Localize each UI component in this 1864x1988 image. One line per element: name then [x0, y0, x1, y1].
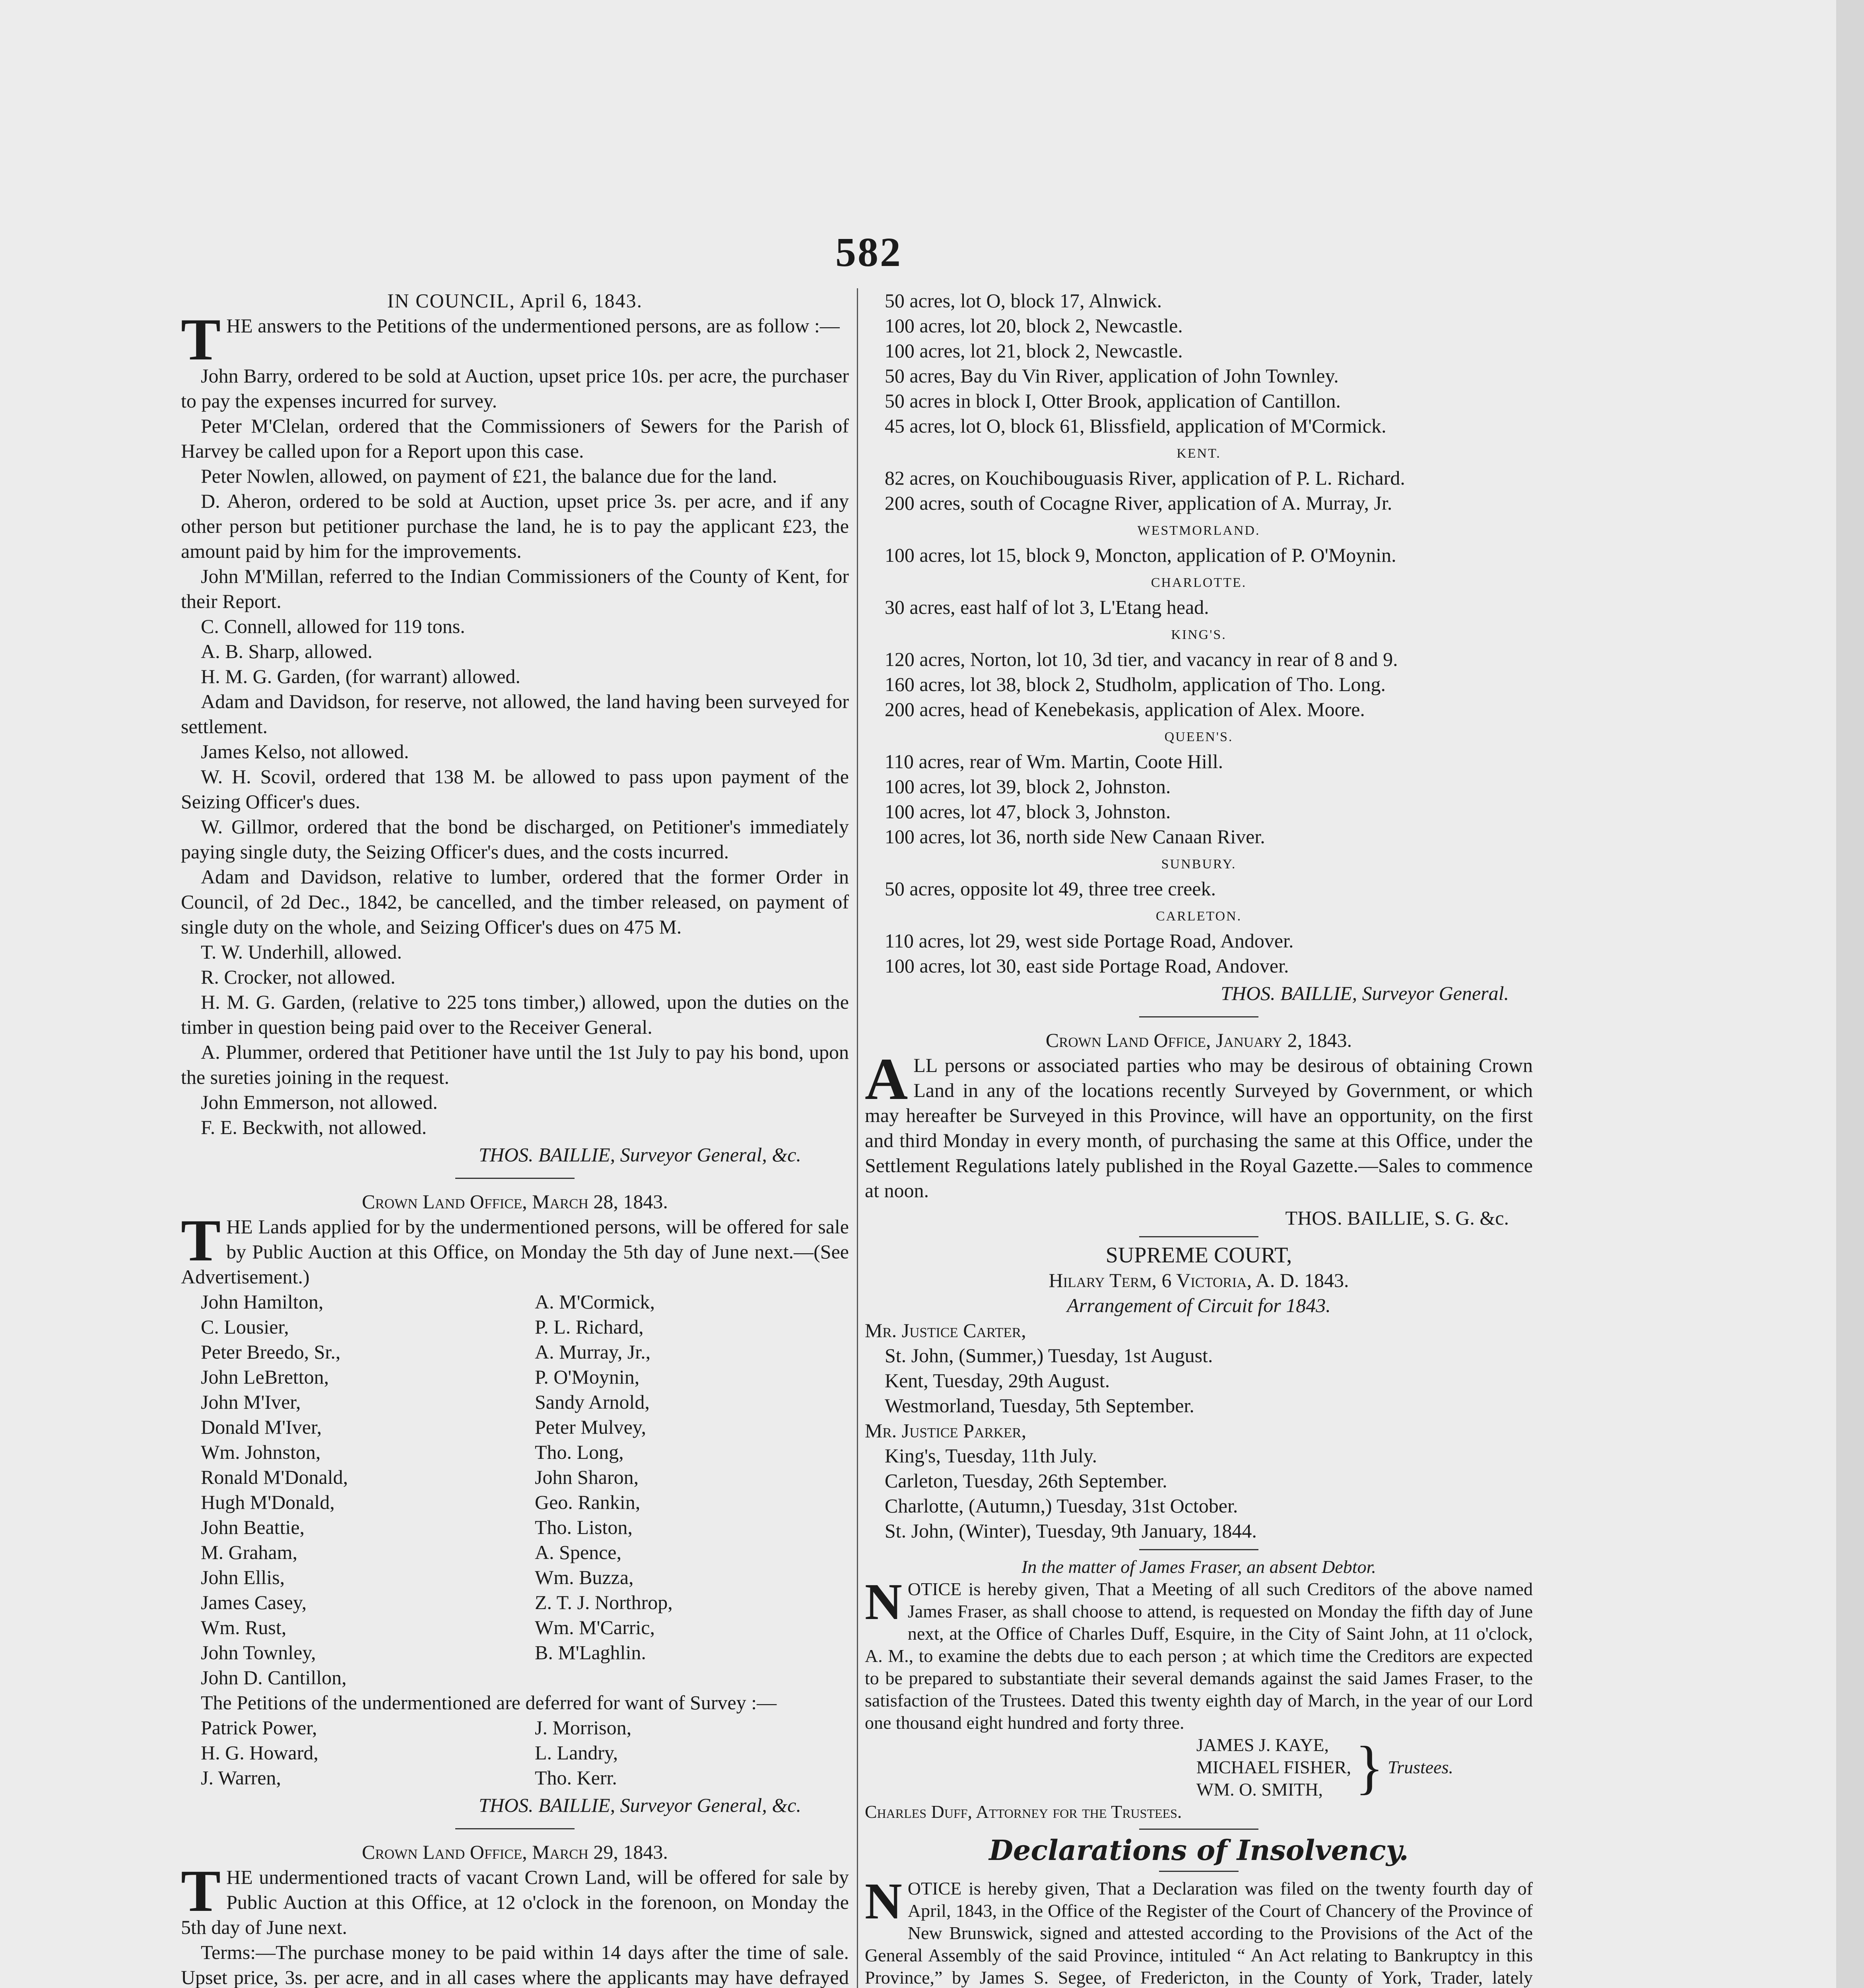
county-queens: QUEEN'S. [1164, 730, 1233, 744]
circuit-item: St. John, (Summer,) Tuesday, 1st August. [885, 1344, 1213, 1367]
march29-intro-text: HE undermentioned tracts of vacant Crown Land, will be offered for sale by Public Auction at this Office, at 12 o'clock in the forenoon, on Monday the 5th day of June next. [181, 1866, 849, 1938]
council-entry: Adam and Davidson, relative to lumber, ordered that the former Order in Council, of 2d Dec., 1842, be cancelled, and the timber released, on payment of single duty on the whole, and Seizing Officer's dues on 475 M. [181, 866, 849, 938]
land-lot: 200 acres, head of Kenebekasis, application of Alex. Moore. [885, 698, 1365, 720]
person-name: Sandy Arnold, [535, 1391, 650, 1413]
drop-cap: N [865, 1573, 902, 1631]
drop-cap: A [865, 1046, 908, 1112]
person-name: John Beattie, [201, 1516, 305, 1538]
attorney-line: Charles Duff, Attorney for the Trustees. [865, 1802, 1182, 1822]
county-sunbury: SUNBURY. [1161, 857, 1237, 872]
county-westmorland: WESTMORLAND. [1137, 523, 1260, 538]
jan2-notice-text: LL persons or associated parties who may be desirous of obtaining Crown Land in any of the locations recently Surveyed by Government, or which may hereafter be Surveyed in this Province, will have an opportunity, on the first and third Monday in every month, of purchasing the same at this Office, under the Settlement Regulations lately published in the Royal Gazette.—Sales to commence at noon. [865, 1054, 1533, 1202]
person-name: Tho. Long, [535, 1441, 624, 1463]
circuit-item: Charlotte, (Autumn,) Tuesday, 31st October. [885, 1495, 1238, 1517]
section-rule [1139, 1549, 1258, 1550]
council-intro-text: HE answers to the Petitions of the undermentioned persons, are as follow :— [226, 315, 840, 337]
council-entry: John Barry, ordered to be sold at Auction, upset price 10s. per acre, the purchaser to pay the expenses incurred for survey. [181, 365, 849, 412]
person-name: P. L. Richard, [535, 1316, 644, 1338]
person-name: John M'Iver, [201, 1391, 301, 1413]
jan2-notice [865, 1046, 1533, 1203]
drop-cap: N [865, 1873, 902, 1930]
trustees-label: Trustees. [1388, 1757, 1453, 1777]
sunbury-lots [865, 876, 1533, 901]
council-entry: James Kelso, not allowed. [201, 740, 409, 763]
jan2-heading: Crown Land Office, January 2, 1843. [1045, 1029, 1352, 1051]
kings-lots [865, 647, 1533, 722]
march28-intro [181, 1208, 849, 1289]
council-entry: A. Plummer, ordered that Petitioner have until the 1st July to pay his bond, upon the sureties joining in the request. [181, 1041, 849, 1088]
land-lot: 50 acres, opposite lot 49, three tree creek. [885, 878, 1216, 900]
land-lot: 100 acres, lot 39, block 2, Johnston. [885, 775, 1171, 798]
parker-circuit [865, 1443, 1533, 1543]
carleton-lots [865, 928, 1533, 978]
council-entries [181, 363, 849, 1140]
council-entry: F. E. Beckwith, not allowed. [201, 1116, 427, 1138]
council-entry: W. H. Scovil, ordered that 138 M. be allowed to pass upon payment of the Seizing Officer's dues. [181, 765, 849, 813]
section-rule [1139, 1016, 1258, 1017]
council-signature: THOS. BAILLIE, Surveyor General, &c. [479, 1143, 801, 1166]
person-name: H. G. Howard, [201, 1741, 318, 1764]
page-edge-shadow [1836, 0, 1864, 1988]
trustee-name: WM. O. SMITH, [1196, 1779, 1323, 1800]
carter-circuit [865, 1343, 1533, 1418]
insolvency-title: Declarations of Insolvency. [989, 1834, 1409, 1867]
justice-carter: Mr. Justice Carter, [865, 1319, 1026, 1342]
brace-glyph: } [1355, 1734, 1384, 1800]
council-entry: A. B. Sharp, allowed. [201, 640, 373, 662]
person-name: L. Landry, [535, 1741, 618, 1764]
person-name: J. Morrison, [535, 1716, 632, 1739]
court-title: SUPREME COURT, [1105, 1243, 1292, 1268]
county-kent: KENT. [1177, 446, 1221, 461]
person-name: Ronald M'Donald, [201, 1466, 348, 1488]
council-intro [181, 307, 849, 373]
march28-heading: Crown Land Office, March 28, 1843. [362, 1190, 668, 1213]
insolvency-notice [865, 1873, 1533, 1988]
person-name: Tho. Liston, [535, 1516, 633, 1538]
land-lot: 30 acres, east half of lot 3, L'Etang head. [885, 596, 1209, 618]
county-carleton: CARLETON. [1155, 909, 1242, 924]
person-name: A. Spence, [535, 1541, 621, 1563]
land-lot: 120 acres, Norton, lot 10, 3d tier, and vacancy in rear of 8 and 9. [885, 648, 1398, 670]
march28-intro-text: HE Lands applied for by the undermentioned persons, will be offered for sale by Public Auction at this Office, on Monday the 5th day of June next.—(See Advertisement.) [181, 1215, 849, 1288]
right-column [865, 288, 1533, 1988]
person-name: Geo. Rankin, [535, 1491, 641, 1513]
land-lot: 200 acres, south of Cocagne River, application of A. Murray, Jr. [885, 492, 1392, 514]
kent-lots [865, 466, 1533, 516]
person-name: Tho. Kerr. [535, 1767, 617, 1789]
council-entry: C. Connell, allowed for 119 tons. [201, 615, 465, 637]
person-name: A. Murray, Jr., [535, 1341, 651, 1363]
section-rule [1139, 1236, 1258, 1237]
circuit-item: King's, Tuesday, 11th July. [885, 1444, 1097, 1467]
insolvency-notice-text: OTICE is hereby given, That a Declaration was filed on the twenty fourth day of April, 1843, in the Office of the Register of the Court of Chancery of the Province of New Brunswick, signed and attested according to the Provisions of the Act of the General Assembly of the said Province, intituled “ An Act relating to Bankruptcy in this Province,” by James S. Segee, of Fredericton, in the County of York, Trader, lately [865, 1878, 1533, 1988]
person-name: Wm. Rust, [201, 1616, 287, 1639]
land-lot: 45 acres, lot O, block 61, Blissfield, application of M'Cormick. [885, 415, 1386, 437]
person-name: B. M'Laghlin. [535, 1641, 646, 1664]
person-name: John Sharon, [535, 1466, 639, 1488]
land-lot: 110 acres, lot 29, west side Portage Road, Andover. [885, 930, 1294, 952]
person-name: Z. T. J. Northrop, [535, 1591, 673, 1613]
council-entry: Adam and Davidson, for reserve, not allowed, the land having been surveyed for settlement. [181, 690, 849, 738]
surveyor-signature: THOS. BAILLIE, Surveyor General. [1221, 982, 1509, 1004]
deferred-names [181, 1715, 849, 1790]
trustees-block [865, 1734, 1533, 1801]
trustee-name: JAMES J. KAYE, [1196, 1735, 1329, 1755]
council-entry: Peter M'Clelan, ordered that the Commissioners of Sewers for the Parish of Harvey be called upon for a Report upon this case. [181, 415, 849, 462]
section-rule [455, 1178, 575, 1179]
person-name: John D. Cantillon, [201, 1666, 347, 1689]
land-lot: 82 acres, on Kouchibouguasis River, application of P. L. Richard. [885, 467, 1405, 489]
council-entry: H. M. G. Garden, (for warrant) allowed. [201, 665, 520, 687]
drop-cap: T [181, 1858, 221, 1924]
land-lot: 50 acres, lot O, block 17, Alnwick. [885, 289, 1162, 312]
person-name: James Casey, [201, 1591, 307, 1613]
court-term: Hilary Term, 6 Victoria, A. D. 1843. [1048, 1269, 1349, 1291]
council-heading: IN COUNCIL, April 6, 1843. [387, 289, 643, 312]
person-name: Peter Mulvey, [535, 1416, 647, 1438]
land-lot: 110 acres, rear of Wm. Martin, Coote Hill. [885, 750, 1223, 773]
person-name: John LeBretton, [201, 1366, 329, 1388]
fraser-heading: In the matter of James Fraser, an absent Debtor. [1021, 1557, 1376, 1577]
land-lot: 100 acres, lot 30, east side Portage Road, Andover. [885, 955, 1289, 977]
council-entry: T. W. Underhill, allowed. [201, 941, 402, 963]
person-name: Peter Breedo, Sr., [201, 1341, 341, 1363]
fraser-notice [865, 1573, 1533, 1734]
person-name: J. Warren, [201, 1767, 281, 1789]
page-number: 582 [835, 229, 902, 275]
person-name: P. O'Moynin, [535, 1366, 640, 1388]
march29-heading: Crown Land Office, March 29, 1843. [362, 1841, 668, 1863]
queens-lots [865, 749, 1533, 849]
trustee-name: MICHAEL FISHER, [1196, 1757, 1351, 1777]
deferred-intro: The Petitions of the undermentioned are deferred for want of Survey :— [201, 1691, 777, 1714]
section-rule [1139, 1829, 1258, 1830]
land-lot: 100 acres, lot 36, north side New Canaan River. [885, 825, 1265, 848]
county-kings: KING'S. [1171, 627, 1227, 642]
jan2-signature: THOS. BAILLIE, S. G. &c. [1285, 1207, 1509, 1229]
person-name: Wm. M'Carric, [535, 1616, 655, 1639]
land-lot: 100 acres, lot 47, block 3, Johnston. [885, 800, 1171, 823]
continued-lots [865, 288, 1533, 439]
person-name: C. Lousier, [201, 1316, 289, 1338]
person-name [515, 1665, 849, 1690]
circuit-item: Carleton, Tuesday, 26th September. [885, 1470, 1167, 1492]
court-arrangement: Arrangement of Circuit for 1843. [1067, 1294, 1331, 1316]
person-name: A. M'Cormick, [535, 1291, 655, 1313]
march29-intro [181, 1858, 849, 1940]
person-name: Wm. Johnston, [201, 1441, 321, 1463]
land-lot: 50 acres in block I, Otter Brook, application of Cantillon. [885, 390, 1341, 412]
person-name: John Townley, [201, 1641, 316, 1664]
council-entry: H. M. G. Garden, (relative to 225 tons timber,) allowed, upon the duties on the timber in question being paid over to the Receiver General. [181, 991, 849, 1038]
trustee-names [1196, 1734, 1351, 1801]
charlotte-lots [865, 595, 1533, 620]
land-lot: 160 acres, lot 38, block 2, Studholm, application of Tho. Long. [885, 673, 1386, 695]
council-entry: W. Gillmor, ordered that the bond be discharged, on Petitioner's immediately paying single duty, the Seizing Officer's dues, and the costs incurred. [181, 815, 849, 863]
westmorland-lots [865, 543, 1533, 568]
fraser-notice-text: OTICE is hereby given, That a Meeting of all such Creditors of the above named James Fraser, as shall choose to attend, is requested on Monday the fifth day of June next, at the Office of Charles Duff, Esquire, in the City of Saint John, at 11 o'clock, A. M., to examine the debts due to each person ; at which time the Creditors are expected to be prepared to substantiate their several demands against the said James Fraser, to the satisfaction of the Trustees. Dated this twenty eighth day of March, in the year of our Lord one thousand eight hundred and forty three. [865, 1579, 1533, 1733]
council-entry: R. Crocker, not allowed. [201, 966, 396, 988]
person-name: Donald M'Iver, [201, 1416, 322, 1438]
march28-signature: THOS. BAILLIE, Surveyor General, &c. [479, 1794, 801, 1816]
drop-cap: T [181, 307, 221, 373]
person-name: John Ellis, [201, 1566, 285, 1588]
council-entry: John Emmerson, not allowed. [201, 1091, 438, 1113]
circuit-item: St. John, (Winter), Tuesday, 9th January, 1844. [885, 1520, 1257, 1542]
march29-terms: Terms:—The purchase money to be paid within 14 days after the time of sale. Upset price, 3s. per acre, and in all cases where the applicants may have defrayed [181, 1941, 849, 1988]
person-name: M. Graham, [201, 1541, 297, 1563]
circuit-item: Kent, Tuesday, 29th August. [885, 1369, 1110, 1392]
council-entry: D. Aheron, ordered to be sold at Auction, upset price 3s. per acre, and if any other person but petitioner purchase the land, he is to pay the applicant £23, the amount paid by him for the improvements. [181, 490, 849, 562]
county-charlotte: CHARLOTTE. [1151, 575, 1247, 590]
insolvency-notices [865, 1873, 1533, 1988]
section-rule [1159, 1871, 1239, 1872]
person-name: Wm. Buzza, [535, 1566, 634, 1588]
person-name: Patrick Power, [201, 1716, 317, 1739]
person-name: Hugh M'Donald, [201, 1491, 335, 1513]
applicant-names [181, 1289, 849, 1690]
justice-parker: Mr. Justice Parker, [865, 1419, 1027, 1442]
land-lot: 100 acres, lot 21, block 2, Newcastle. [885, 340, 1183, 362]
left-column [181, 288, 849, 1988]
column-divider [857, 288, 858, 1988]
council-entry: John M'Millan, referred to the Indian Commissioners of the County of Kent, for their Report. [181, 565, 849, 612]
person-name: John Hamilton, [201, 1291, 324, 1313]
land-lot: 100 acres, lot 15, block 9, Moncton, application of P. O'Moynin. [885, 544, 1396, 566]
section-rule [455, 1828, 575, 1829]
drop-cap: T [181, 1208, 221, 1274]
council-entry: Peter Nowlen, allowed, on payment of £21, the balance due for the land. [201, 465, 777, 487]
land-lot: 50 acres, Bay du Vin River, application of John Townley. [885, 365, 1339, 387]
circuit-item: Westmorland, Tuesday, 5th September. [885, 1394, 1194, 1417]
land-lot: 100 acres, lot 20, block 2, Newcastle. [885, 315, 1183, 337]
